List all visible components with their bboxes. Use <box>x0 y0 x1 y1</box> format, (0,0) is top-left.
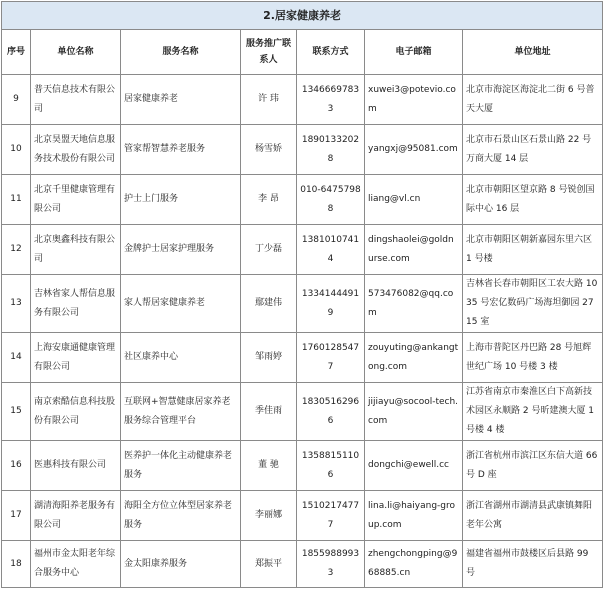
cell-service: 护士上门服务 <box>121 175 241 225</box>
cell-contact: 许 玮 <box>241 75 297 125</box>
cell-phone: 13341444919 <box>297 275 365 333</box>
cell-company: 北京昊盟天地信息服务技术股份有限公司 <box>31 125 121 175</box>
table-row <box>2 75 603 125</box>
service-table <box>1 1 603 588</box>
table-row <box>2 441 603 491</box>
cell-address: 福建省福州市鼓楼区后县路 99 号 <box>463 541 603 588</box>
cell-contact: 李 昂 <box>241 175 297 225</box>
table-title: 2.居家健康养老 <box>2 2 603 30</box>
cell-contact: 李丽娜 <box>241 491 297 541</box>
table-row <box>2 125 603 175</box>
cell-phone: 13466697833 <box>297 75 365 125</box>
cell-contact: 鄢建伟 <box>241 275 297 333</box>
header-address: 单位地址 <box>463 30 603 75</box>
cell-address: 北京市朝阳区朝新嘉园东里六区 1 号楼 <box>463 225 603 275</box>
cell-address: 江苏省南京市秦淮区白下高新技术园区永顺路 2 号昕建澳大厦 1 号楼 4 楼 <box>463 383 603 441</box>
cell-contact: 季佳雨 <box>241 383 297 441</box>
cell-company: 南京索酷信息科技股份有限公司 <box>31 383 121 441</box>
cell-email[interactable]: zhengchongping@968885.cn <box>365 541 463 588</box>
cell-contact: 郑振平 <box>241 541 297 588</box>
table-row <box>2 225 603 275</box>
header-contact: 服务推广联系人 <box>241 30 297 75</box>
cell-address: 吉林省长春市朝阳区工农大路 1035 号宏亿数码广场海坦御园 2715 室 <box>463 275 603 333</box>
cell-seq: 15 <box>2 383 31 441</box>
cell-seq: 10 <box>2 125 31 175</box>
cell-email[interactable]: zouyuting@ankangtong.com <box>365 333 463 383</box>
cell-address: 浙江省杭州市滨江区东信大道 66 号 D 座 <box>463 441 603 491</box>
cell-email[interactable]: jijiayu@socool-tech.com <box>365 383 463 441</box>
cell-phone: 010-64757988 <box>297 175 365 225</box>
cell-seq: 17 <box>2 491 31 541</box>
cell-company: 医惠科技有限公司 <box>31 441 121 491</box>
table-header-row <box>2 30 603 75</box>
header-seq: 序号 <box>2 30 31 75</box>
cell-service: 金太阳康养服务 <box>121 541 241 588</box>
cell-phone: 18559889933 <box>297 541 365 588</box>
table-row <box>2 541 603 588</box>
cell-address: 上海市普陀区丹巴路 28 号旭辉世纪广场 10 号楼 3 楼 <box>463 333 603 383</box>
cell-company: 北京奥鑫科技有限公司 <box>31 225 121 275</box>
cell-company: 北京千里健康管理有限公司 <box>31 175 121 225</box>
cell-email[interactable]: lina.li@haiyang-group.com <box>365 491 463 541</box>
cell-company: 上海安康通健康管理有限公司 <box>31 333 121 383</box>
table-row <box>2 175 603 225</box>
cell-service: 社区康养中心 <box>121 333 241 383</box>
cell-phone: 17601285477 <box>297 333 365 383</box>
cell-service: 家人帮居家健康养老 <box>121 275 241 333</box>
cell-service: 管家帮智慧养老服务 <box>121 125 241 175</box>
cell-service: 互联网+智慧健康居家养老服务综合管理平台 <box>121 383 241 441</box>
table-row <box>2 333 603 383</box>
cell-seq: 13 <box>2 275 31 333</box>
cell-phone: 18901332028 <box>297 125 365 175</box>
cell-address: 北京市海淀区海淀北二街 6 号普天大厦 <box>463 75 603 125</box>
cell-phone: 13810107414 <box>297 225 365 275</box>
cell-seq: 11 <box>2 175 31 225</box>
cell-contact: 董 驰 <box>241 441 297 491</box>
service-table-sheet <box>1 1 602 598</box>
cell-company: 福州市金太阳老年综合服务中心 <box>31 541 121 588</box>
cell-email[interactable]: dongchi@ewell.cc <box>365 441 463 491</box>
cell-service: 医养护一体化主动健康养老服务 <box>121 441 241 491</box>
cell-seq: 14 <box>2 333 31 383</box>
cell-seq: 16 <box>2 441 31 491</box>
header-phone: 联系方式 <box>297 30 365 75</box>
header-service: 服务名称 <box>121 30 241 75</box>
table-row <box>2 383 603 441</box>
table-title-row <box>2 2 603 30</box>
table-row <box>2 275 603 333</box>
cell-contact: 丁少磊 <box>241 225 297 275</box>
cell-company: 吉林省家人帮信息服务有限公司 <box>31 275 121 333</box>
cell-address: 北京市石景山区石景山路 22 号万商大厦 14 层 <box>463 125 603 175</box>
cell-service: 金牌护士居家护理服务 <box>121 225 241 275</box>
cell-service: 居家健康养老 <box>121 75 241 125</box>
cell-address: 北京市朝阳区望京路 8 号锐创国际中心 16 层 <box>463 175 603 225</box>
table-row <box>2 491 603 541</box>
cell-company: 湖清海阳养老服务有限公司 <box>31 491 121 541</box>
header-email: 电子邮箱 <box>365 30 463 75</box>
cell-phone: 13588151106 <box>297 441 365 491</box>
cell-email[interactable]: xuwei3@potevio.com <box>365 75 463 125</box>
cell-email[interactable]: liang@vl.cn <box>365 175 463 225</box>
cell-phone: 15102174777 <box>297 491 365 541</box>
cell-contact: 杨雪娇 <box>241 125 297 175</box>
cell-address: 浙江省湖州市湖清县武康镇舞阳老年公寓 <box>463 491 603 541</box>
cell-phone: 18305162966 <box>297 383 365 441</box>
cell-company: 普天信息技术有限公司 <box>31 75 121 125</box>
cell-seq: 12 <box>2 225 31 275</box>
cell-email[interactable]: yangxj@95081.com <box>365 125 463 175</box>
cell-seq: 18 <box>2 541 31 588</box>
cell-service: 海阳全方位立体型居家养老服务 <box>121 491 241 541</box>
cell-email[interactable]: 573476082@qq.com <box>365 275 463 333</box>
cell-contact: 邹雨婷 <box>241 333 297 383</box>
cell-seq: 9 <box>2 75 31 125</box>
cell-email[interactable]: dingshaolei@goldnurse.com <box>365 225 463 275</box>
header-company: 单位名称 <box>31 30 121 75</box>
